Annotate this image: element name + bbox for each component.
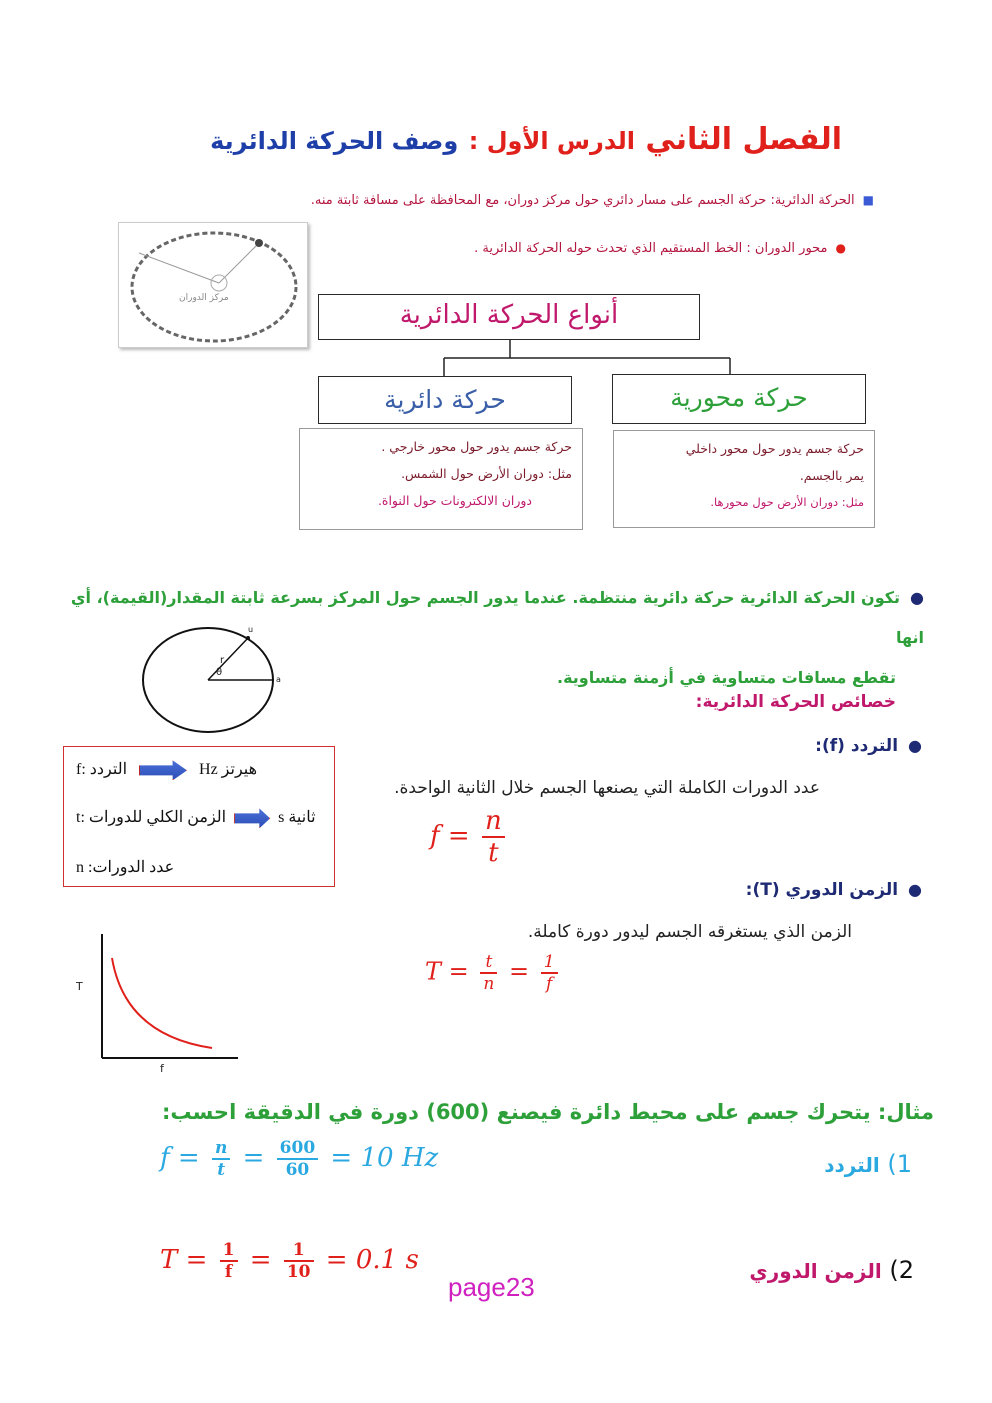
axial-desc-line: حركة جسم يدور حول محور داخلي (685, 441, 864, 456)
theta-label: θ (216, 667, 223, 678)
frequency-formula (430, 806, 509, 868)
fraction: $\frac{1}{10}$ (284, 1240, 314, 1282)
page-title (142, 122, 842, 172)
circular-desc-line: دوران الالكترونات حول النواة. (377, 493, 532, 508)
point-a-label: a (276, 675, 281, 684)
circular-type-box (318, 376, 572, 424)
frequency-definition: عدد الدورات الكاملة التي يصنعها الجسم خلال الثانية الواحدة. (394, 778, 820, 798)
axial-desc-line: يمر بالجسم. (799, 468, 864, 483)
circle-diagram-figure (118, 222, 308, 348)
topic-title: وصف الحركة الدائرية (210, 127, 459, 155)
legend-row-time: t: الزمن الكلي للدورات s ثانية (76, 807, 316, 828)
uniform-line-1: ●تكون الحركة الدائرية حركة دائرية منتظمة. عندما يدور الجسم حول المركز بسرعة ثابتة المقدار(القيمة)، أي انها (70, 588, 924, 647)
fraction: $\frac{600}{60}$ (277, 1138, 319, 1180)
point-b-label: u (248, 625, 254, 634)
bullet-icon: ■ (862, 193, 874, 207)
frequency-title: ●التردد (f): (815, 736, 922, 756)
types-root-label: أنواع الحركة الدائرية (399, 300, 619, 330)
properties-heading: خصائص الحركة الدائرية: (695, 692, 896, 712)
bullet-icon: ● (835, 241, 846, 255)
bullet-icon: ● (910, 588, 924, 607)
question-number: 1) (887, 1150, 912, 1178)
uniform-line-2: تقطع مسافات متساوية في أزمنة متساوية. (557, 668, 896, 687)
fraction (482, 806, 505, 868)
legend-row-frequency: f: التردد Hz هيرتز (76, 759, 257, 780)
question-label: التردد (824, 1153, 880, 1177)
fraction: $\frac{1}{f}$ (220, 1240, 238, 1282)
page-number: page23 (448, 1272, 535, 1302)
circle-diagram-svg (119, 223, 307, 347)
period-frequency-graph (70, 930, 250, 1080)
axial-type-label: حركة محورية (670, 383, 808, 412)
numerator: n (482, 806, 505, 838)
axial-desc-line: مثل: دوران الأرض حول محورها. (710, 495, 864, 509)
question-label: الزمن الدوري (749, 1259, 882, 1283)
graph-svg (70, 930, 250, 1080)
fraction: $\frac{n}{t}$ (212, 1138, 230, 1180)
bullet-icon: ● (908, 736, 922, 755)
legend-row-count: n :عدد الدورات (76, 859, 175, 876)
symbols-legend-box (63, 746, 335, 887)
radius-label: r (220, 655, 225, 666)
denominator: t (488, 838, 499, 868)
example-statement: مثال: يتحرك جسم على محيط دائرة فيصنع (600) دورة في الدقيقة احسب: (161, 1100, 934, 1124)
formula-lhs: f = (430, 821, 470, 851)
chapter-title: الفصل الثاني (645, 122, 842, 157)
fraction: $\frac{1}{f}$ (541, 952, 558, 994)
bullet-icon: ● (908, 880, 922, 899)
arrow-icon (139, 760, 187, 780)
center-label: مركز الدوران (179, 293, 229, 303)
axial-type-description (613, 430, 875, 528)
period-title: ●الزمن الدوري (T): (745, 880, 922, 900)
axial-type-box (612, 374, 866, 424)
question-number: 2) (889, 1256, 914, 1284)
graph-xlabel: f (160, 1062, 164, 1075)
period-formula: T = $\frac{t}{n}$ = $\frac{1}{f}$ (425, 952, 562, 994)
period-definition: الزمن الذي يستغرقه الجسم ليدور دورة كاملة. (527, 922, 852, 942)
example-question-1 (824, 1150, 912, 1178)
example-formula-1: f = $\frac{n}{t}$ = $\frac{600}{60}$ = 10 Hz (160, 1138, 439, 1180)
types-root-box (318, 294, 700, 340)
example-question-2 (749, 1256, 914, 1284)
uniform-circle-figure (136, 615, 296, 735)
lesson-label: الدرس الأول : (468, 127, 635, 155)
arrow-icon (234, 808, 270, 828)
circular-desc-line: حركة جسم يدور حول محور خارجي . (381, 439, 572, 454)
circular-desc-line: مثل: دوران الأرض حول الشمس. (401, 466, 572, 481)
example-formula-2: T = $\frac{1}{f}$ = $\frac{1}{10}$ = 0.1 s (160, 1240, 419, 1282)
graph-ylabel: T (76, 980, 83, 993)
circular-type-label: حركة دائرية (384, 385, 506, 414)
definition-rotation-axis: ●محور الدوران : الخط المستقيم الذي تحدث حوله الحركة الدائرية . (474, 241, 846, 256)
definition-circular-motion: ■الحركة الدائرية: حركة الجسم على مسار دائري حول مركز دوران، مع المحافظة على مسافة ثابتة منه. (310, 193, 874, 208)
fraction: $\frac{t}{n}$ (480, 952, 497, 994)
circular-type-description (299, 428, 583, 530)
